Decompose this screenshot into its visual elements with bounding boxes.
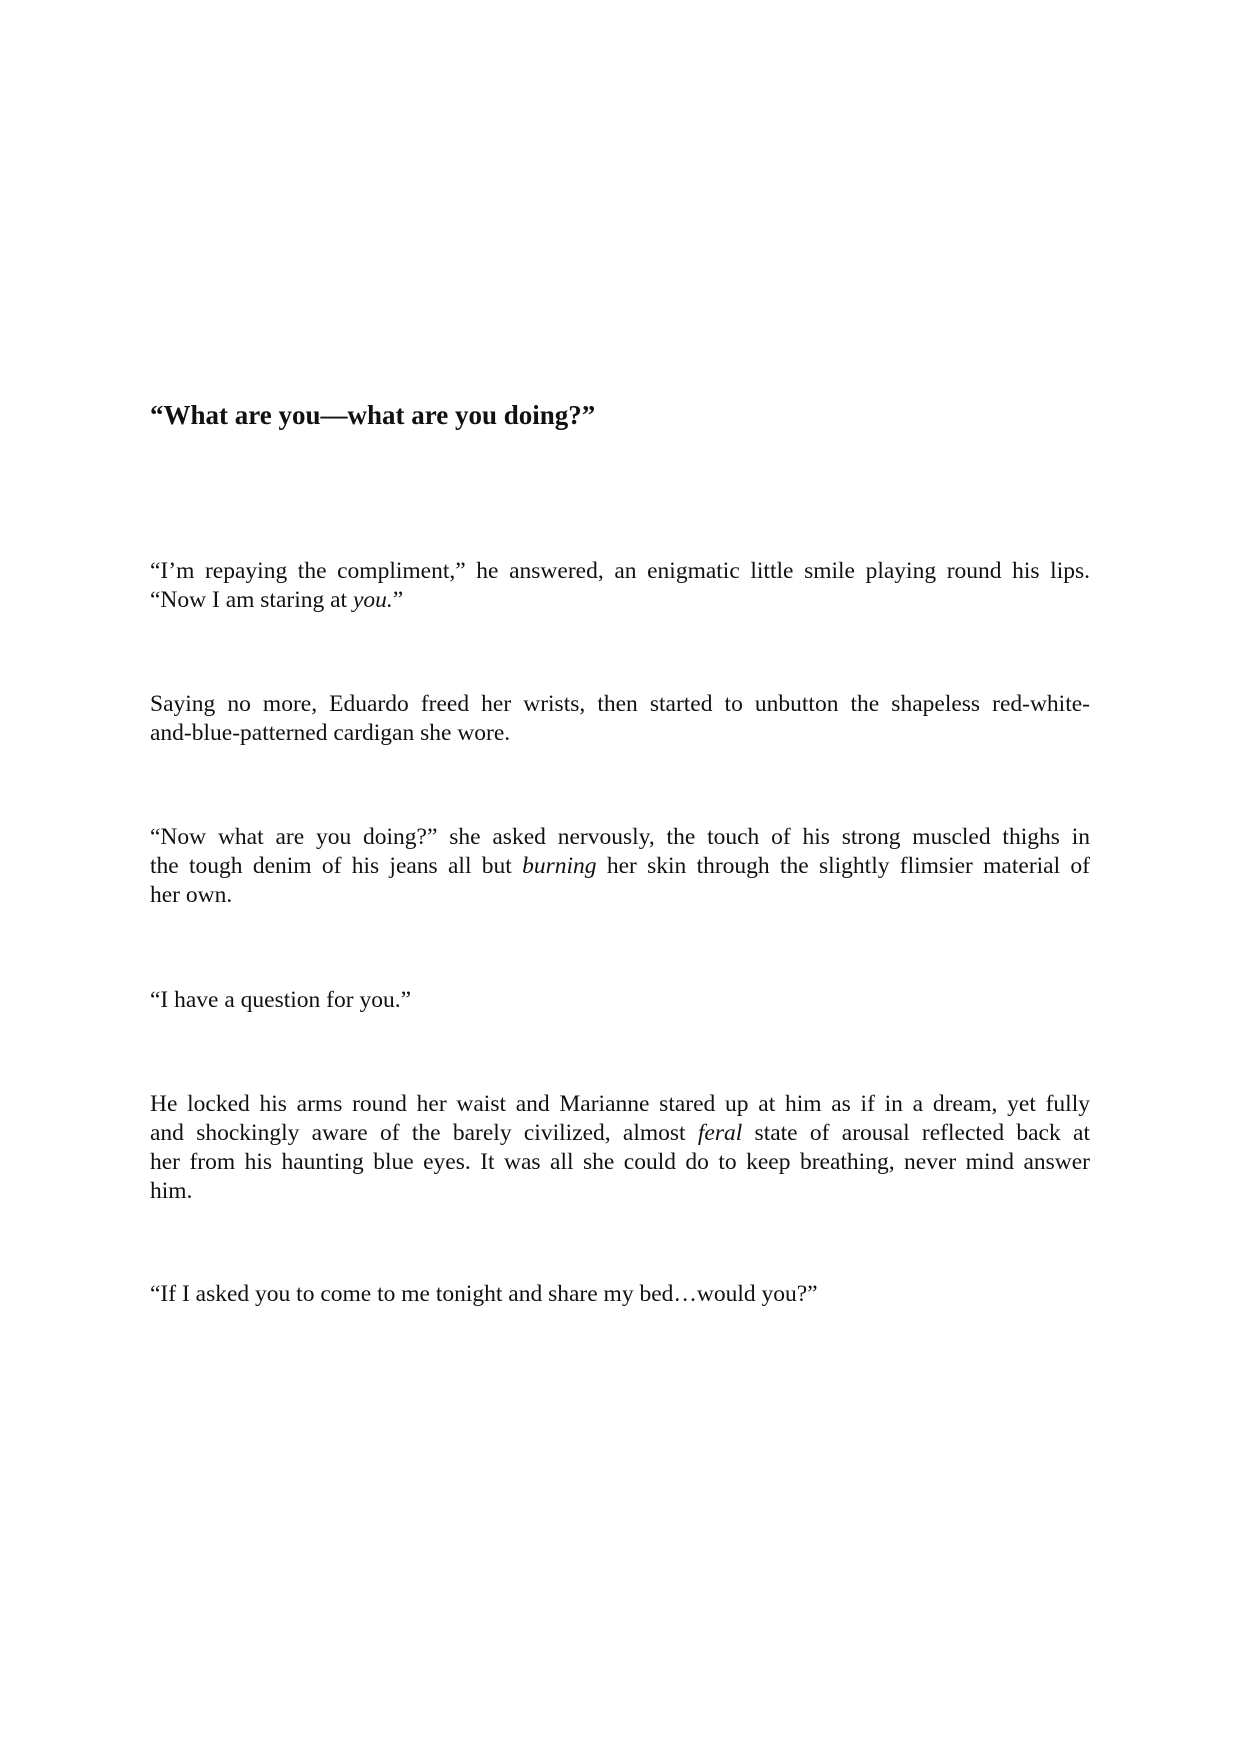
paragraph-line: her from his haunting blue eyes. It was all she could do to keep breathing, never mind answer <box>150 1149 1090 1175</box>
paragraph-2 <box>150 690 1090 748</box>
paragraph-line: and shockingly aware of the barely civilized, almost feral state of arousal reflected back at <box>150 1120 1090 1146</box>
paragraph-1 <box>150 557 1090 615</box>
paragraph-5 <box>150 1090 1090 1206</box>
paragraph-line: the tough denim of his jeans all but burning her skin through the slightly flimsier material of <box>150 853 1090 879</box>
paragraph-line: “Now what are you doing?” she asked nervously, the touch of his strong muscled thighs in <box>150 824 1090 850</box>
page-heading: “What are you—what are you doing?” <box>150 400 596 430</box>
paragraph-6 <box>150 1280 1090 1309</box>
paragraph-line: “Now I am staring at you.” <box>150 587 404 613</box>
paragraph-line: and-blue-patterned cardigan she wore. <box>150 720 511 746</box>
paragraph-line: “If I asked you to come to me tonight and share my bed…would you?” <box>150 1281 818 1307</box>
emphasis: you. <box>352 587 393 613</box>
paragraph-4 <box>150 986 1090 1015</box>
paragraph-line: “I’m repaying the compliment,” he answered, an enigmatic little smile playing round his lips. <box>150 558 1090 584</box>
paragraph-3 <box>150 823 1090 910</box>
paragraph-line: “I have a question for you.” <box>150 987 412 1013</box>
emphasis: burning <box>522 853 597 879</box>
emphasis: feral <box>697 1120 743 1146</box>
paragraph-line: him. <box>150 1178 193 1204</box>
paragraph-line: He locked his arms round her waist and Marianne stared up at him as if in a dream, yet fully <box>150 1091 1090 1117</box>
paragraph-line: her own. <box>150 882 233 908</box>
paragraph-line: Saying no more, Eduardo freed her wrists, then started to unbutton the shapeless red-white- <box>150 691 1090 717</box>
